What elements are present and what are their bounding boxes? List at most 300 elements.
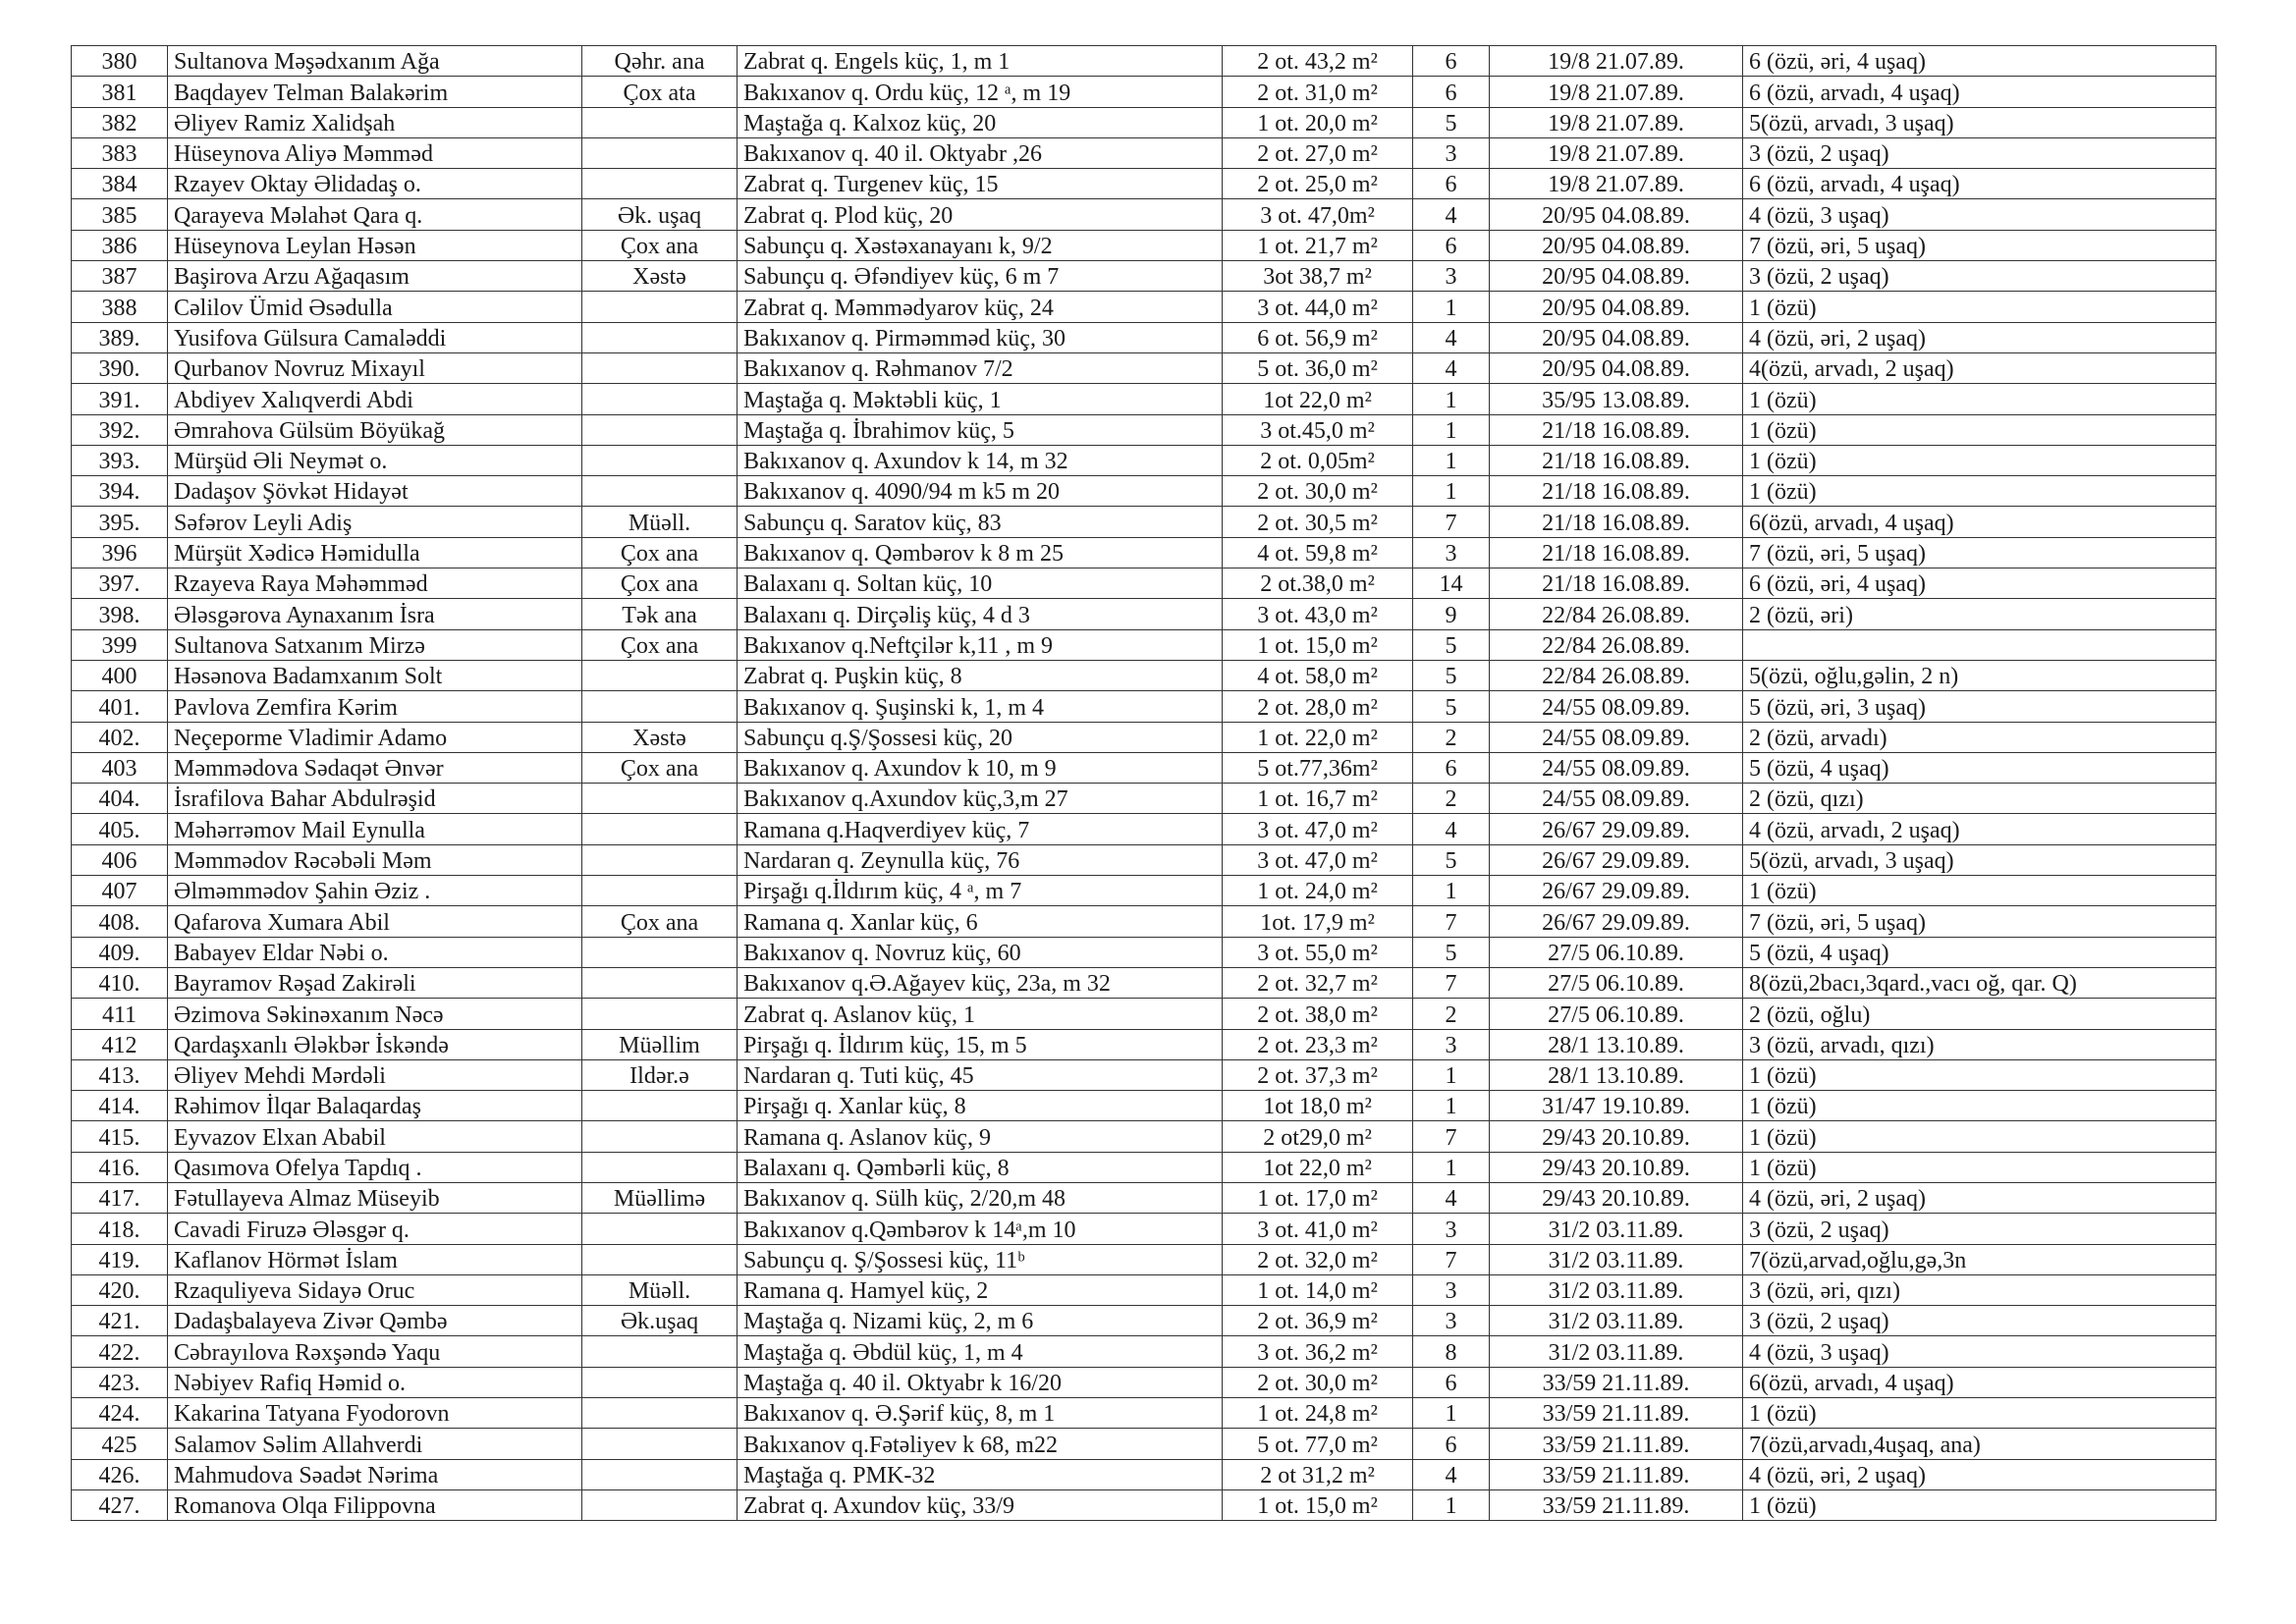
category-cell: [582, 1121, 738, 1152]
category-cell: [582, 844, 738, 875]
family-members-cell: 1 (özü): [1743, 476, 2216, 507]
category-cell: [582, 292, 738, 322]
family-members-cell: 7 (özü, əri, 5 uşaq): [1743, 537, 2216, 568]
table-row: [72, 1059, 2216, 1090]
person-name-cell: Əliyev Mehdi Mərdəli: [168, 1059, 582, 1090]
address-cell: Zabrat q. Məmmədyarov küç, 24: [738, 292, 1223, 322]
category-cell: [582, 107, 738, 137]
table-row: [72, 937, 2216, 967]
row-number-cell: 392.: [72, 414, 168, 445]
family-members-cell: 8(özü,2bacı,3qard.,vacı oğ, qar. Q): [1743, 967, 2216, 998]
row-number-cell: 426.: [72, 1459, 168, 1489]
address-cell: Bakıxanov q. Pirməmməd küç, 30: [738, 322, 1223, 352]
category-cell: [582, 814, 738, 844]
row-number-cell: 414.: [72, 1091, 168, 1121]
address-cell: Balaxanı q. Dirçəliş küç, 4 d 3: [738, 599, 1223, 629]
family-size-cell: 1: [1413, 1152, 1490, 1182]
table-row: [72, 1306, 2216, 1336]
row-number-cell: 399: [72, 629, 168, 660]
decision-ref-cell: 20/95 04.08.89.: [1490, 230, 1743, 260]
person-name-cell: Qafarova Xumara Abil: [168, 906, 582, 937]
person-name-cell: Bayramov Rəşad Zakirəli: [168, 967, 582, 998]
family-size-cell: 1: [1413, 476, 1490, 507]
row-number-cell: 406: [72, 844, 168, 875]
decision-ref-cell: 28/1 13.10.89.: [1490, 1059, 1743, 1090]
decision-ref-cell: 31/2 03.11.89.: [1490, 1274, 1743, 1305]
dwelling-area-cell: 1 ot. 15,0 m²: [1223, 629, 1413, 660]
address-cell: Bakıxanov q.Qəmbərov k 14ᵃ,m 10: [738, 1214, 1223, 1244]
address-cell: Sabunçu q. Ş/Şossesi küç, 11ᵇ: [738, 1244, 1223, 1274]
family-size-cell: 6: [1413, 169, 1490, 199]
dwelling-area-cell: 2 ot. 0,05m²: [1223, 445, 1413, 475]
category-cell: Çox ana: [582, 752, 738, 783]
table-body: [72, 46, 2216, 1521]
person-name-cell: Abdiyev Xalıqverdi Abdi: [168, 384, 582, 414]
family-members-cell: 1 (özü): [1743, 414, 2216, 445]
address-cell: Bakıxanov q. Novruz küç, 60: [738, 937, 1223, 967]
dwelling-area-cell: 1 ot. 17,0 m²: [1223, 1182, 1413, 1213]
family-members-cell: 4 (özü, əri, 2 uşaq): [1743, 322, 2216, 352]
row-number-cell: 404.: [72, 784, 168, 814]
table-row: [72, 445, 2216, 475]
row-number-cell: 422.: [72, 1336, 168, 1367]
row-number-cell: 402.: [72, 722, 168, 752]
category-cell: [582, 476, 738, 507]
dwelling-area-cell: 1 ot. 24,0 m²: [1223, 876, 1413, 906]
address-cell: Maştağa q. PMK-32: [738, 1459, 1223, 1489]
decision-ref-cell: 26/67 29.09.89.: [1490, 844, 1743, 875]
decision-ref-cell: 20/95 04.08.89.: [1490, 352, 1743, 383]
category-cell: [582, 1367, 738, 1397]
category-cell: Çox ana: [582, 568, 738, 599]
category-cell: [582, 352, 738, 383]
category-cell: Qəhr. ana: [582, 46, 738, 77]
family-members-cell: 7(özü,arvadı,4uşaq, ana): [1743, 1429, 2216, 1459]
family-size-cell: 1: [1413, 1059, 1490, 1090]
row-number-cell: 394.: [72, 476, 168, 507]
dwelling-area-cell: 3 ot. 47,0 m²: [1223, 844, 1413, 875]
family-members-cell: 6(özü, arvadı, 4 uşaq): [1743, 507, 2216, 537]
person-name-cell: Dadaşbalayeva Zivər Qəmbə: [168, 1306, 582, 1336]
decision-ref-cell: 33/59 21.11.89.: [1490, 1459, 1743, 1489]
category-cell: [582, 414, 738, 445]
family-size-cell: 5: [1413, 660, 1490, 690]
category-cell: [582, 937, 738, 967]
person-name-cell: Mürşüt Xədicə Həmidulla: [168, 537, 582, 568]
family-members-cell: 1 (özü): [1743, 876, 2216, 906]
dwelling-area-cell: 5 ot. 77,0 m²: [1223, 1429, 1413, 1459]
dwelling-area-cell: 2 ot. 31,0 m²: [1223, 77, 1413, 107]
category-cell: Çox ata: [582, 77, 738, 107]
table-row: [72, 1091, 2216, 1121]
table-row: [72, 1152, 2216, 1182]
person-name-cell: Qarayeva Məlahət Qara q.: [168, 199, 582, 230]
family-members-cell: 1 (özü): [1743, 1059, 2216, 1090]
dwelling-area-cell: 2 ot29,0 m²: [1223, 1121, 1413, 1152]
family-members-cell: 5(özü, arvadı, 3 uşaq): [1743, 107, 2216, 137]
family-size-cell: 5: [1413, 691, 1490, 722]
dwelling-area-cell: 3 ot. 44,0 m²: [1223, 292, 1413, 322]
row-number-cell: 425: [72, 1429, 168, 1459]
decision-ref-cell: 21/18 16.08.89.: [1490, 507, 1743, 537]
table-row: [72, 77, 2216, 107]
family-members-cell: 3 (özü, 2 uşaq): [1743, 1306, 2216, 1336]
person-name-cell: Ələsgərova Aynaxanım İsra: [168, 599, 582, 629]
address-cell: Bakıxanov q. Rəhmanov 7/2: [738, 352, 1223, 383]
table-row: [72, 107, 2216, 137]
category-cell: [582, 876, 738, 906]
person-name-cell: Dadaşov Şövkət Hidayət: [168, 476, 582, 507]
person-name-cell: Səfərov Leyli Adiş: [168, 507, 582, 537]
table-row: [72, 1182, 2216, 1213]
family-size-cell: 1: [1413, 384, 1490, 414]
table-row: [72, 507, 2216, 537]
row-number-cell: 416.: [72, 1152, 168, 1182]
row-number-cell: 398.: [72, 599, 168, 629]
address-cell: Sabunçu q. Xəstəxanayanı k, 9/2: [738, 230, 1223, 260]
row-number-cell: 397.: [72, 568, 168, 599]
table-row: [72, 261, 2216, 292]
person-name-cell: Əzimova Səkinəxanım Nəcə: [168, 999, 582, 1029]
table-row: [72, 1459, 2216, 1489]
address-cell: Maştağa q. Məktəbli küç, 1: [738, 384, 1223, 414]
category-cell: [582, 1152, 738, 1182]
dwelling-area-cell: 4 ot. 58,0 m²: [1223, 660, 1413, 690]
category-cell: Çox ana: [582, 230, 738, 260]
category-cell: Tək ana: [582, 599, 738, 629]
address-cell: Bakıxanov q. Ordu küç, 12 ᵃ, m 19: [738, 77, 1223, 107]
dwelling-area-cell: 5 ot. 36,0 m²: [1223, 352, 1413, 383]
address-cell: Ramana q. Aslanov küç, 9: [738, 1121, 1223, 1152]
decision-ref-cell: 21/18 16.08.89.: [1490, 445, 1743, 475]
person-name-cell: Əmrahova Gülsüm Böyükağ: [168, 414, 582, 445]
row-number-cell: 427.: [72, 1489, 168, 1520]
category-cell: [582, 445, 738, 475]
address-cell: Maştağa q. Kalxoz küç, 20: [738, 107, 1223, 137]
family-size-cell: 4: [1413, 1459, 1490, 1489]
decision-ref-cell: 19/8 21.07.89.: [1490, 46, 1743, 77]
address-cell: Bakıxanov q.Axundov küç,3,m 27: [738, 784, 1223, 814]
address-cell: Zabrat q. Aslanov küç, 1: [738, 999, 1223, 1029]
table-row: [72, 1489, 2216, 1520]
address-cell: Zabrat q. Axundov küç, 33/9: [738, 1489, 1223, 1520]
table-row: [72, 1214, 2216, 1244]
row-number-cell: 393.: [72, 445, 168, 475]
address-cell: Bakıxanov q. 4090/94 m k5 m 20: [738, 476, 1223, 507]
table-row: [72, 906, 2216, 937]
family-members-cell: 5 (özü, 4 uşaq): [1743, 937, 2216, 967]
table-row: [72, 784, 2216, 814]
row-number-cell: 423.: [72, 1367, 168, 1397]
family-members-cell: 7 (özü, əri, 5 uşaq): [1743, 230, 2216, 260]
address-cell: Nardaran q. Tuti küç, 45: [738, 1059, 1223, 1090]
family-size-cell: 6: [1413, 1429, 1490, 1459]
decision-ref-cell: 29/43 20.10.89.: [1490, 1152, 1743, 1182]
family-members-cell: 3 (özü, 2 uşaq): [1743, 261, 2216, 292]
family-members-cell: 2 (özü, əri): [1743, 599, 2216, 629]
decision-ref-cell: 22/84 26.08.89.: [1490, 629, 1743, 660]
category-cell: [582, 384, 738, 414]
table-row: [72, 169, 2216, 199]
dwelling-area-cell: 2 ot. 38,0 m²: [1223, 999, 1413, 1029]
category-cell: Müəllimə: [582, 1182, 738, 1213]
family-size-cell: 1: [1413, 445, 1490, 475]
family-size-cell: 7: [1413, 1244, 1490, 1274]
address-cell: Zabrat q. Puşkin küç, 8: [738, 660, 1223, 690]
person-name-cell: Mürşüd Əli Neymət o.: [168, 445, 582, 475]
dwelling-area-cell: 2 ot. 43,2 m²: [1223, 46, 1413, 77]
address-cell: Pirşağı q. Xanlar küç, 8: [738, 1091, 1223, 1121]
table-row: [72, 137, 2216, 168]
category-cell: Çox ana: [582, 629, 738, 660]
address-cell: Zabrat q. Plod küç, 20: [738, 199, 1223, 230]
family-size-cell: 3: [1413, 1274, 1490, 1305]
family-members-cell: 3 (özü, 2 uşaq): [1743, 137, 2216, 168]
category-cell: [582, 322, 738, 352]
address-cell: Zabrat q. Turgenev küç, 15: [738, 169, 1223, 199]
person-name-cell: İsrafilova Bahar Abdulrəşid: [168, 784, 582, 814]
family-size-cell: 3: [1413, 1306, 1490, 1336]
dwelling-area-cell: 3 ot. 41,0 m²: [1223, 1214, 1413, 1244]
table-row: [72, 199, 2216, 230]
table-row: [72, 999, 2216, 1029]
dwelling-area-cell: 1 ot. 14,0 m²: [1223, 1274, 1413, 1305]
row-number-cell: 384: [72, 169, 168, 199]
family-members-cell: 5(özü, arvadı, 3 uşaq): [1743, 844, 2216, 875]
dwelling-area-cell: 3 ot. 55,0 m²: [1223, 937, 1413, 967]
decision-ref-cell: 31/2 03.11.89.: [1490, 1306, 1743, 1336]
person-name-cell: Fətullayeva Almaz Müseyib: [168, 1182, 582, 1213]
category-cell: [582, 1214, 738, 1244]
category-cell: [582, 1244, 738, 1274]
person-name-cell: Sultanova Satxanım Mirzə: [168, 629, 582, 660]
row-number-cell: 408.: [72, 906, 168, 937]
family-size-cell: 3: [1413, 537, 1490, 568]
decision-ref-cell: 27/5 06.10.89.: [1490, 937, 1743, 967]
dwelling-area-cell: 4 ot. 59,8 m²: [1223, 537, 1413, 568]
table-row: [72, 722, 2216, 752]
table-row: [72, 660, 2216, 690]
dwelling-area-cell: 2 ot. 30,0 m²: [1223, 1367, 1413, 1397]
family-size-cell: 1: [1413, 1091, 1490, 1121]
row-number-cell: 391.: [72, 384, 168, 414]
family-members-cell: 4 (özü, arvadı, 2 uşaq): [1743, 814, 2216, 844]
family-members-cell: 3 (özü, 2 uşaq): [1743, 1214, 2216, 1244]
family-members-cell: 4 (özü, əri, 2 uşaq): [1743, 1459, 2216, 1489]
family-size-cell: 4: [1413, 814, 1490, 844]
family-members-cell: 5 (özü, 4 uşaq): [1743, 752, 2216, 783]
address-cell: Bakıxanov q. Şuşinski k, 1, m 4: [738, 691, 1223, 722]
row-number-cell: 415.: [72, 1121, 168, 1152]
family-members-cell: 7 (özü, əri, 5 uşaq): [1743, 906, 2216, 937]
table-row: [72, 230, 2216, 260]
category-cell: [582, 1336, 738, 1367]
table-row: [72, 476, 2216, 507]
table-row: [72, 1029, 2216, 1059]
person-name-cell: Cavadi Firuzə Ələsgər q.: [168, 1214, 582, 1244]
person-name-cell: Cəbrayılova Rəxşəndə Yaqu: [168, 1336, 582, 1367]
decision-ref-cell: 24/55 08.09.89.: [1490, 752, 1743, 783]
row-number-cell: 420.: [72, 1274, 168, 1305]
decision-ref-cell: 20/95 04.08.89.: [1490, 292, 1743, 322]
family-size-cell: 4: [1413, 322, 1490, 352]
address-cell: Ramana q. Xanlar küç, 6: [738, 906, 1223, 937]
row-number-cell: 380: [72, 46, 168, 77]
family-size-cell: 3: [1413, 137, 1490, 168]
decision-ref-cell: 19/8 21.07.89.: [1490, 77, 1743, 107]
decision-ref-cell: 20/95 04.08.89.: [1490, 261, 1743, 292]
family-size-cell: 1: [1413, 292, 1490, 322]
person-name-cell: Rzaquliyeva Sidayə Oruc: [168, 1274, 582, 1305]
address-cell: Bakıxanov q.Ə.Ağayev küç, 23a, m 32: [738, 967, 1223, 998]
family-size-cell: 6: [1413, 77, 1490, 107]
row-number-cell: 387: [72, 261, 168, 292]
dwelling-area-cell: 3 ot.45,0 m²: [1223, 414, 1413, 445]
family-size-cell: 2: [1413, 722, 1490, 752]
address-cell: Bakıxanov q.Fətəliyev k 68, m22: [738, 1429, 1223, 1459]
family-size-cell: 5: [1413, 844, 1490, 875]
category-cell: [582, 967, 738, 998]
family-size-cell: 6: [1413, 1367, 1490, 1397]
dwelling-area-cell: 2 ot. 25,0 m²: [1223, 169, 1413, 199]
address-cell: Bakıxanov q. Ə.Şərif küç, 8, m 1: [738, 1398, 1223, 1429]
decision-ref-cell: 26/67 29.09.89.: [1490, 814, 1743, 844]
family-size-cell: 1: [1413, 1489, 1490, 1520]
row-number-cell: 417.: [72, 1182, 168, 1213]
dwelling-area-cell: 1 ot. 24,8 m²: [1223, 1398, 1413, 1429]
category-cell: [582, 1398, 738, 1429]
decision-ref-cell: 19/8 21.07.89.: [1490, 137, 1743, 168]
person-name-cell: Baqdayev Telman Balakərim: [168, 77, 582, 107]
family-size-cell: 4: [1413, 1182, 1490, 1213]
table-row: [72, 352, 2216, 383]
category-cell: [582, 1489, 738, 1520]
category-cell: Ildər.ə: [582, 1059, 738, 1090]
table-row: [72, 1367, 2216, 1397]
family-members-cell: 4 (özü, əri, 2 uşaq): [1743, 1182, 2216, 1213]
dwelling-area-cell: 2 ot. 37,3 m²: [1223, 1059, 1413, 1090]
dwelling-area-cell: 2 ot. 36,9 m²: [1223, 1306, 1413, 1336]
table-row: [72, 1398, 2216, 1429]
address-cell: Bakıxanov q. Sülh küç, 2/20,m 48: [738, 1182, 1223, 1213]
address-cell: Bakıxanov q. Axundov k 14, m 32: [738, 445, 1223, 475]
person-name-cell: Romanova Olqa Filippovna: [168, 1489, 582, 1520]
decision-ref-cell: 29/43 20.10.89.: [1490, 1182, 1743, 1213]
address-cell: Maştağa q. Əbdül küç, 1, m 4: [738, 1336, 1223, 1367]
row-number-cell: 407: [72, 876, 168, 906]
row-number-cell: 400: [72, 660, 168, 690]
dwelling-area-cell: 2 ot.38,0 m²: [1223, 568, 1413, 599]
table-row: [72, 568, 2216, 599]
address-cell: Maştağa q. 40 il. Oktyabr k 16/20: [738, 1367, 1223, 1397]
category-cell: [582, 660, 738, 690]
family-size-cell: 7: [1413, 507, 1490, 537]
decision-ref-cell: 20/95 04.08.89.: [1490, 199, 1743, 230]
person-name-cell: Qasımova Ofelya Tapdıq .: [168, 1152, 582, 1182]
family-members-cell: 4 (özü, 3 uşaq): [1743, 199, 2216, 230]
person-name-cell: Həsənova Badamxanım Solt: [168, 660, 582, 690]
person-name-cell: Cəlilov Ümid Əsədulla: [168, 292, 582, 322]
address-cell: Sabunçu q. Əfəndiyev küç, 6 m 7: [738, 261, 1223, 292]
housing-register-table: [71, 45, 2216, 1521]
dwelling-area-cell: 1 ot. 15,0 m²: [1223, 1489, 1413, 1520]
person-name-cell: Rzayeva Raya Məhəmməd: [168, 568, 582, 599]
row-number-cell: 390.: [72, 352, 168, 383]
family-size-cell: 7: [1413, 1121, 1490, 1152]
table-row: [72, 1121, 2216, 1152]
family-size-cell: 5: [1413, 107, 1490, 137]
address-cell: Balaxanı q. Qəmbərli küç, 8: [738, 1152, 1223, 1182]
person-name-cell: Məhərrəmov Mail Eynulla: [168, 814, 582, 844]
row-number-cell: 418.: [72, 1214, 168, 1244]
address-cell: Bakıxanov q. 40 il. Oktyabr ,26: [738, 137, 1223, 168]
address-cell: Zabrat q. Engels küç, 1, m 1: [738, 46, 1223, 77]
family-size-cell: 1: [1413, 876, 1490, 906]
family-size-cell: 1: [1413, 414, 1490, 445]
person-name-cell: Babayev Eldar Nəbi o.: [168, 937, 582, 967]
category-cell: [582, 169, 738, 199]
row-number-cell: 419.: [72, 1244, 168, 1274]
row-number-cell: 409.: [72, 937, 168, 967]
dwelling-area-cell: 5 ot.77,36m²: [1223, 752, 1413, 783]
category-cell: [582, 1091, 738, 1121]
family-size-cell: 6: [1413, 752, 1490, 783]
family-size-cell: 6: [1413, 46, 1490, 77]
decision-ref-cell: 33/59 21.11.89.: [1490, 1489, 1743, 1520]
family-members-cell: 1 (özü): [1743, 1489, 2216, 1520]
row-number-cell: 386: [72, 230, 168, 260]
decision-ref-cell: 31/2 03.11.89.: [1490, 1244, 1743, 1274]
person-name-cell: Hüseynova Aliyə Məmməd: [168, 137, 582, 168]
decision-ref-cell: 21/18 16.08.89.: [1490, 568, 1743, 599]
table-row: [72, 384, 2216, 414]
row-number-cell: 403: [72, 752, 168, 783]
person-name-cell: Hüseynova Leylan Həsən: [168, 230, 582, 260]
table-row: [72, 967, 2216, 998]
dwelling-area-cell: 1 ot. 21,7 m²: [1223, 230, 1413, 260]
decision-ref-cell: 33/59 21.11.89.: [1490, 1367, 1743, 1397]
family-size-cell: 9: [1413, 599, 1490, 629]
family-size-cell: 14: [1413, 568, 1490, 599]
family-members-cell: 1 (özü): [1743, 445, 2216, 475]
family-members-cell: 1 (özü): [1743, 292, 2216, 322]
dwelling-area-cell: 6 ot. 56,9 m²: [1223, 322, 1413, 352]
address-cell: Nardaran q. Zeynulla küç, 76: [738, 844, 1223, 875]
person-name-cell: Rzayev Oktay Əlidadaş o.: [168, 169, 582, 199]
row-number-cell: 381: [72, 77, 168, 107]
person-name-cell: Salamov Səlim Allahverdi: [168, 1429, 582, 1459]
row-number-cell: 388: [72, 292, 168, 322]
row-number-cell: 382: [72, 107, 168, 137]
table-row: [72, 752, 2216, 783]
address-cell: Bakıxanov q. Qəmbərov k 8 m 25: [738, 537, 1223, 568]
person-name-cell: Nəbiyev Rafiq Həmid o.: [168, 1367, 582, 1397]
decision-ref-cell: 26/67 29.09.89.: [1490, 876, 1743, 906]
person-name-cell: Qurbanov Novruz Mixayıl: [168, 352, 582, 383]
row-number-cell: 413.: [72, 1059, 168, 1090]
family-size-cell: 3: [1413, 1214, 1490, 1244]
address-cell: Sabunçu q.Ş/Şossesi küç, 20: [738, 722, 1223, 752]
family-members-cell: 5 (özü, əri, 3 uşaq): [1743, 691, 2216, 722]
dwelling-area-cell: 3 ot. 47,0 m²: [1223, 814, 1413, 844]
decision-ref-cell: 22/84 26.08.89.: [1490, 660, 1743, 690]
category-cell: [582, 1459, 738, 1489]
family-size-cell: 7: [1413, 906, 1490, 937]
dwelling-area-cell: 1 ot. 16,7 m²: [1223, 784, 1413, 814]
decision-ref-cell: 35/95 13.08.89.: [1490, 384, 1743, 414]
category-cell: [582, 691, 738, 722]
decision-ref-cell: 21/18 16.08.89.: [1490, 537, 1743, 568]
